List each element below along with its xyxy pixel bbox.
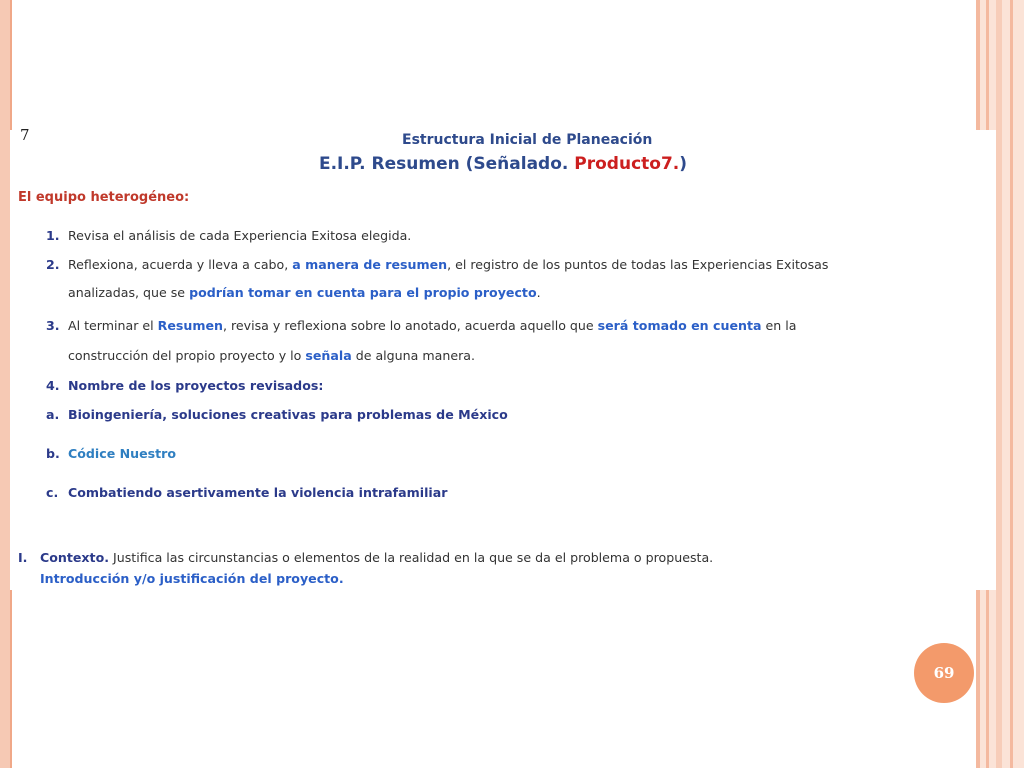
document-image [10, 130, 996, 590]
list-item: 2. Reflexiona, acuerda y lleva a cabo, a manera de resumen, el registro de los puntos de todas las Experiencias Exitosas [46, 257, 829, 272]
context-item: I. Contexto. Justifica las circunstancias o elementos de la realidad en la que se da el problema o propuesta. [18, 550, 714, 565]
slide-label: 7 [20, 126, 30, 144]
list-item: 3. Al terminar el Resumen, revisa y reflexiona sobre lo anotado, acuerda aquello que será tomado en cuenta en la [46, 318, 797, 333]
project-item: c. Combatiendo asertivamente la violencia intrafamiliar [46, 485, 448, 500]
project-item: b. Códice Nuestro [46, 446, 177, 461]
list-item: 1. Revisa el análisis de cada Experiencia Exitosa elegida. [46, 228, 412, 243]
team-heading: El equipo heterogéneo: [18, 190, 190, 205]
project-item: a. Bioingeniería, soluciones creativas para problemas de México [46, 407, 508, 422]
doc-subtitle: E.I.P. Resumen (Señalado. Producto7.) [318, 154, 688, 174]
list-item-continuation: analizadas, que se podrían tomar en cuenta para el propio proyecto. [68, 285, 541, 300]
doc-title: Estructura Inicial de Planeación [402, 132, 653, 148]
page-number-badge: 69 [914, 643, 974, 703]
list-item-continuation: construcción del propio proyecto y lo señala de alguna manera. [68, 348, 475, 363]
list-item: 4. Nombre de los proyectos revisados: [46, 378, 324, 393]
context-subtitle: Introducción y/o justificación del proyecto. [40, 571, 344, 586]
